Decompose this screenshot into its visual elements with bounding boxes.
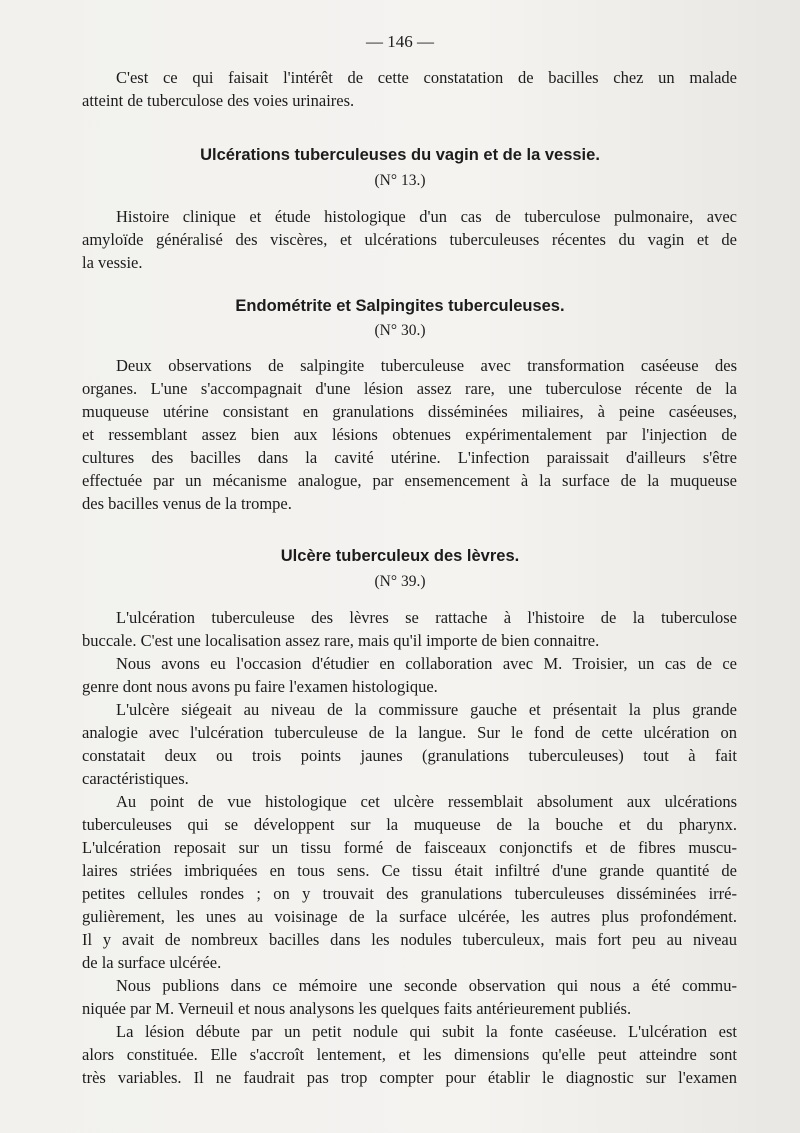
text-line: genre dont nous avons pu faire l'examen histologique. [82,677,438,696]
text-line: atteint de tuberculose des voies urinaires. [82,91,355,110]
section-title: Ulcère tuberculeux des lèvres. [280,547,520,565]
text-line: La lésion débute par un petit nodule qui subit la fonte caséeuse. L'ulcération est [116,1022,737,1041]
text-line: analogie avec l'ulcération tuberculeuse de la langue. Sur le fond de cette ulcération on [82,723,737,742]
text-line: gulièrement, les unes au voisinage de la surface ulcérée, les autres plus profondément. [82,907,737,926]
section-title: Ulcérations tuberculeuses du vagin et de la vessie. [200,146,600,164]
text-line: la vessie. [82,253,143,272]
section-title: Endométrite et Salpingites tuberculeuses. [235,297,565,315]
text-line: tuberculeuses qui se développent sur la muqueuse de la bouche et du pharynx. [82,815,737,834]
section-paragraph [82,606,737,1089]
text-line: organes. L'une s'accompagnait d'une lésion assez rare, une tuberculose récente de la [82,379,737,398]
text-line: petites cellules rondes ; on y trouvait des granulations tuberculeuses disséminées irré- [82,884,737,903]
text-line: Nous publions dans ce mémoire une seconde observation qui nous a été commu- [116,976,737,995]
text-line: laires striées imbriquées en tous sens. Ce tissu était infiltré d'une grande quantité de [82,861,737,880]
text-line: Il y avait de nombreux bacilles dans les nodules tuberculeux, mais fort peu au niveau [82,930,737,949]
text-line: de la surface ulcérée. [82,953,222,972]
page-number: — 146 — [366,32,434,51]
text-line: C'est ce qui faisait l'intérêt de cette constatation de bacilles chez un malade [116,68,737,87]
text-line: cultures des bacilles dans la cavité utérine. L'infection paraissait d'ailleurs s'être [82,448,737,467]
text-line: alors constituée. Elle s'accroît lentement, et les dimensions qu'elle peut atteindre sont [82,1045,737,1064]
text-line: niquée par M. Verneuil et nous analysons les quelques faits antérieurement publiés. [82,999,632,1018]
text-line: L'ulcération reposait sur un tissu formé de faisceaux conjonctifs et de fibres muscu- [82,838,737,857]
section-reference: (N° 30.) [374,322,426,339]
intro-paragraph [82,66,737,112]
text-line: L'ulcère siégeait au niveau de la commissure gauche et présentait la plus grande [116,700,737,719]
section-reference: (N° 39.) [374,573,426,590]
section-paragraph [82,205,737,274]
text-line: des bacilles venus de la trompe. [82,494,292,513]
section-paragraph [82,354,737,515]
text-line: caractéristiques. [82,769,189,788]
text-line: et ressemblant assez bien aux lésions obtenues expérimentalement par l'injection de [82,425,737,444]
text-line: très variables. Il ne faudrait pas trop compter pour établir le diagnostic sur l'examen [82,1068,737,1087]
text-line: amyloïde généralisé des viscères, et ulcérations tuberculeuses récentes du vagin et de [82,230,737,249]
text-line: buccale. C'est une localisation assez rare, mais qu'il importe de bien connaitre. [82,631,600,650]
text-line: Deux observations de salpingite tuberculeuse avec transformation caséeuse des [116,356,737,375]
text-line: constatait deux ou trois points jaunes (granulations tuberculeuses) tout à fait [82,746,737,765]
section-reference: (N° 13.) [374,172,426,189]
text-line: Histoire clinique et étude histologique d'un cas de tuberculose pulmonaire, avec [116,207,737,226]
text-line: Nous avons eu l'occasion d'étudier en collaboration avec M. Troisier, un cas de ce [116,654,737,673]
text-line: L'ulcération tuberculeuse des lèvres se rattache à l'histoire de la tuberculose [116,608,737,627]
text-line: muqueuse utérine consistant en granulations disséminées miliaires, à peine caséeuses, [82,402,737,421]
text-line: Au point de vue histologique cet ulcère ressemblait absolument aux ulcérations [116,792,737,811]
text-line: effectuée par un mécanisme analogue, par ensemencement à la surface de la muqueuse [82,471,737,490]
